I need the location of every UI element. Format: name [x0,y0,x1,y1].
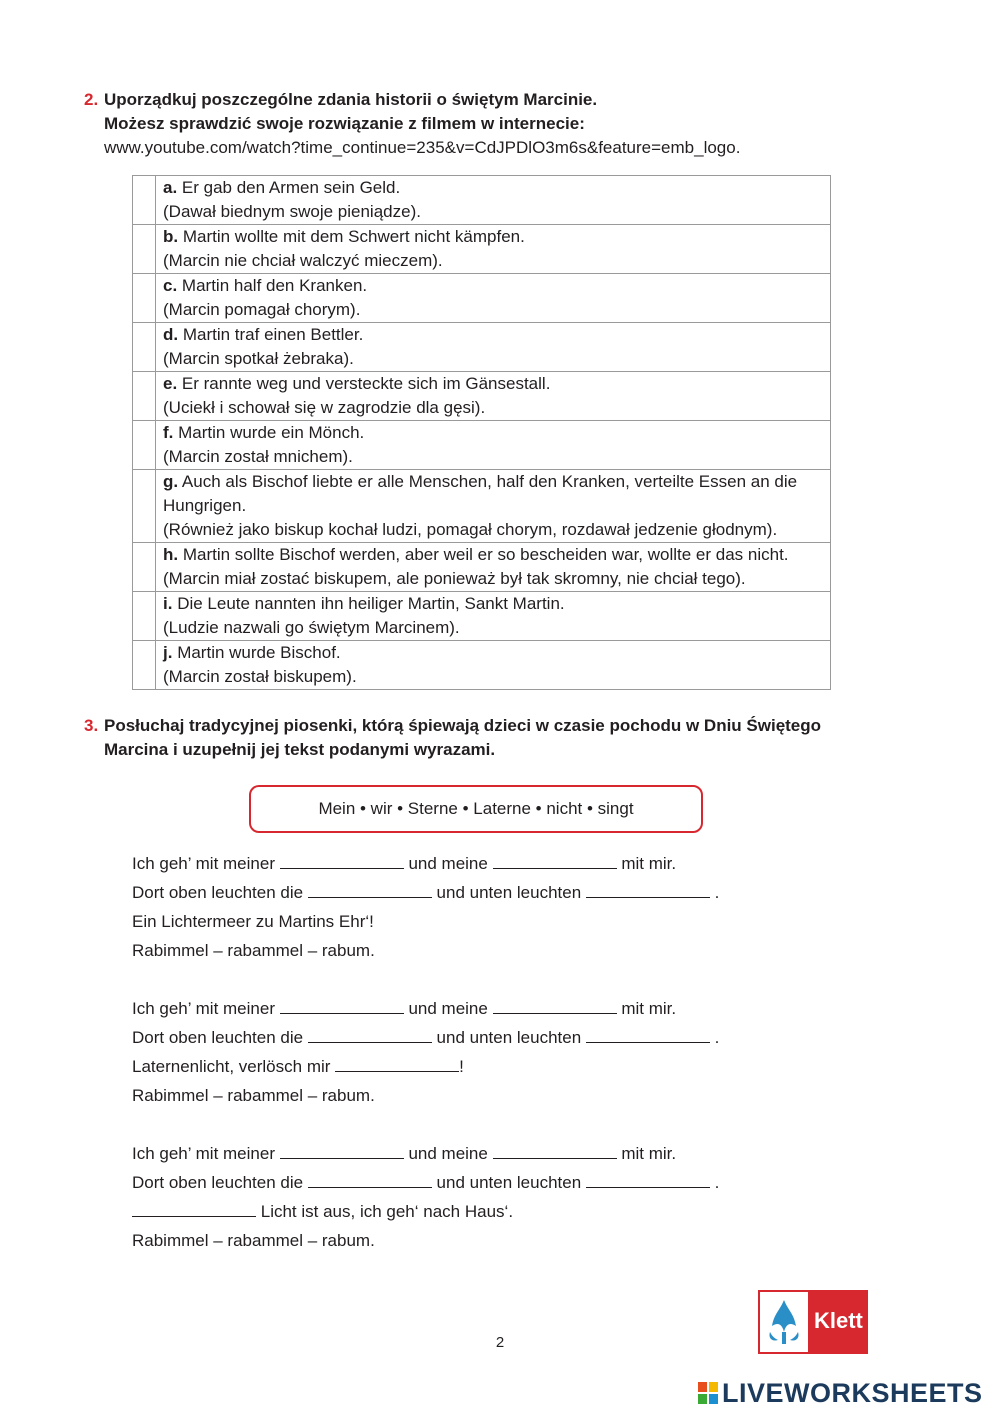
order-number-field[interactable] [133,592,156,641]
task-instruction-line1: Posłuchaj tradycyjnej piosenki, którą śpiewają dzieci w czasie pochodu w Dniu Świętego [104,716,822,735]
sentence-german: Martin wurde Bischof. [177,643,341,662]
sentence-row [133,543,831,592]
sentence-cell [156,641,831,690]
sentence-german: Martin traf einen Bettler. [182,325,364,344]
order-number-field[interactable] [133,470,156,543]
sentence-polish: (Marcin nie chciał walczyć mieczem). [163,251,443,270]
sentence-cell [156,421,831,470]
sentence-polish: (Marcin pomagał chorym). [163,300,361,319]
sentence-cell [156,176,831,225]
watermark-text: LIVEWORKSHEETS [722,1378,983,1408]
stanza-2 [132,994,719,1110]
song-line: Laternenlicht, verlösch mir ! [132,1057,464,1076]
task-number: 2. [84,90,99,109]
song-line: Ein Lichtermeer zu Martins Ehr‘! [132,912,374,931]
sentence-german: Die Leute nannten ihn heiliger Martin, Sankt Martin. [177,594,565,613]
song-line: Licht ist aus, ich geh‘ nach Haus‘. [132,1197,719,1226]
sentence-letter: c. [163,276,178,295]
publisher-name: Klett [814,1308,863,1333]
blank-field[interactable] [493,1143,617,1159]
sentence-polish: (Marcin został mnichem). [163,447,353,466]
sentence-cell [156,470,831,543]
task-3 [84,714,904,762]
sentence-row [133,323,831,372]
liveworksheets-watermark [698,1378,983,1409]
blank-field[interactable] [586,1172,710,1188]
stanza-1 [132,849,719,965]
blank-field[interactable] [308,1027,432,1043]
blank-field[interactable] [493,998,617,1014]
blank-field[interactable] [586,882,710,898]
order-number-field[interactable] [133,323,156,372]
sentence-german: Martin wollte mit dem Schwert nicht kämpfen. [182,227,525,246]
sentence-row [133,274,831,323]
song-line: Dort oben leuchten die und unten leuchten . [132,1028,720,1047]
sentence-german: Martin sollte Bischof werden, aber weil er so bescheiden war, wollte er das nicht. [182,545,789,564]
sentence-row [133,641,831,690]
sentence-letter: a. [163,178,178,197]
sentence-row [133,470,831,543]
sentence-row [133,176,831,225]
sentence-letter: b. [163,227,179,246]
task-instruction-line2: Możesz sprawdzić swoje rozwiązanie z filmem w internecie: [104,114,585,133]
blank-field[interactable] [586,1027,710,1043]
sentence-german: Martin wurde ein Mönch. [178,423,365,442]
blank-field[interactable] [308,882,432,898]
sentence-cell [156,225,831,274]
task-number: 3. [84,716,99,735]
stanza-3 [132,1139,719,1255]
song-line: Dort oben leuchten die und unten leuchten . [132,883,720,902]
sentence-row [133,592,831,641]
refrain: Rabimmel – rabammel – rabum. [132,1231,375,1250]
task-instruction-line2: Marcina i uzupełnij jej tekst podanymi wyrazami. [104,740,496,759]
sentence-polish: (Dawał biednym swoje pieniądze). [163,202,421,221]
song-line: Ich geh’ mit meiner und meine mit mir. [132,854,677,873]
order-number-field[interactable] [133,274,156,323]
sentence-cell [156,592,831,641]
sentence-letter: d. [163,325,179,344]
blank-field[interactable] [493,853,617,869]
sentence-row [133,421,831,470]
song-line: Ich geh’ mit meiner und meine mit mir. [132,999,677,1018]
refrain: Rabimmel – rabammel – rabum. [132,1086,375,1105]
sentence-polish: (Marcin spotkał żebraka). [163,349,354,368]
sentence-row [133,225,831,274]
sentence-letter: f. [163,423,174,442]
sentence-german: Martin half den Kranken. [181,276,368,295]
sentence-polish: (Uciekł i schował się w zagrodzie dla gęsi). [163,398,486,417]
sentence-german: Auch als Bischof liebte er alle Menschen, half den Kranken, verteilte Essen an die Hungrigen. [163,472,798,515]
order-number-field[interactable] [133,421,156,470]
sentence-row [133,372,831,421]
sentence-german: Er rannte weg und versteckte sich im Gänsestall. [181,374,551,393]
blank-field[interactable] [335,1056,459,1072]
video-url[interactable]: www.youtube.com/watch?time_continue=235&v=CdJPDlO3m6s&feature=emb_logo. [104,138,741,157]
sentence-cell [156,543,831,592]
sentence-polish: (Ludzie nazwali go świętym Marcinem). [163,618,460,637]
sentence-table [132,175,831,690]
song-line: Dort oben leuchten die und unten leuchten . [132,1173,720,1192]
order-number-field[interactable] [133,372,156,421]
sentence-letter: i. [163,594,173,613]
song-line: Ich geh’ mit meiner und meine mit mir. [132,1144,677,1163]
task-2 [84,88,884,160]
song-text [132,849,719,1284]
blank-field[interactable] [280,1143,404,1159]
order-number-field[interactable] [133,641,156,690]
sentence-cell [156,372,831,421]
refrain: Rabimmel – rabammel – rabum. [132,941,375,960]
klett-emblem-icon [760,1292,808,1352]
order-number-field[interactable] [133,176,156,225]
blank-field[interactable] [280,998,404,1014]
order-number-field[interactable] [133,543,156,592]
blank-field[interactable] [308,1172,432,1188]
sentence-polish: (Marcin został biskupem). [163,667,357,686]
order-number-field[interactable] [133,225,156,274]
sentence-cell [156,274,831,323]
sentence-polish: (Również jako biskup kochał ludzi, pomagał chorym, rozdawał jedzenie głodnym). [163,520,778,539]
liveworksheets-logo-icon [698,1382,718,1404]
task-instruction-line1: Uporządkuj poszczególne zdania historii o świętym Marcinie. [104,90,598,109]
blank-field[interactable] [132,1201,256,1217]
page-number: 2 [495,1334,505,1351]
sentence-polish: (Marcin miał zostać biskupem, ale ponieważ był tak skromny, nie chciał tego). [163,569,746,588]
sentence-letter: j. [163,643,173,662]
sentence-german: Er gab den Armen sein Geld. [181,178,401,197]
sentence-letter: h. [163,545,179,564]
word-bank: Mein • wir • Sterne • Laterne • nicht • singt [249,785,703,833]
blank-field[interactable] [280,853,404,869]
sentence-cell [156,323,831,372]
sentence-letter: e. [163,374,178,393]
sentence-letter: g. [163,472,179,491]
klett-logo [758,1290,868,1354]
